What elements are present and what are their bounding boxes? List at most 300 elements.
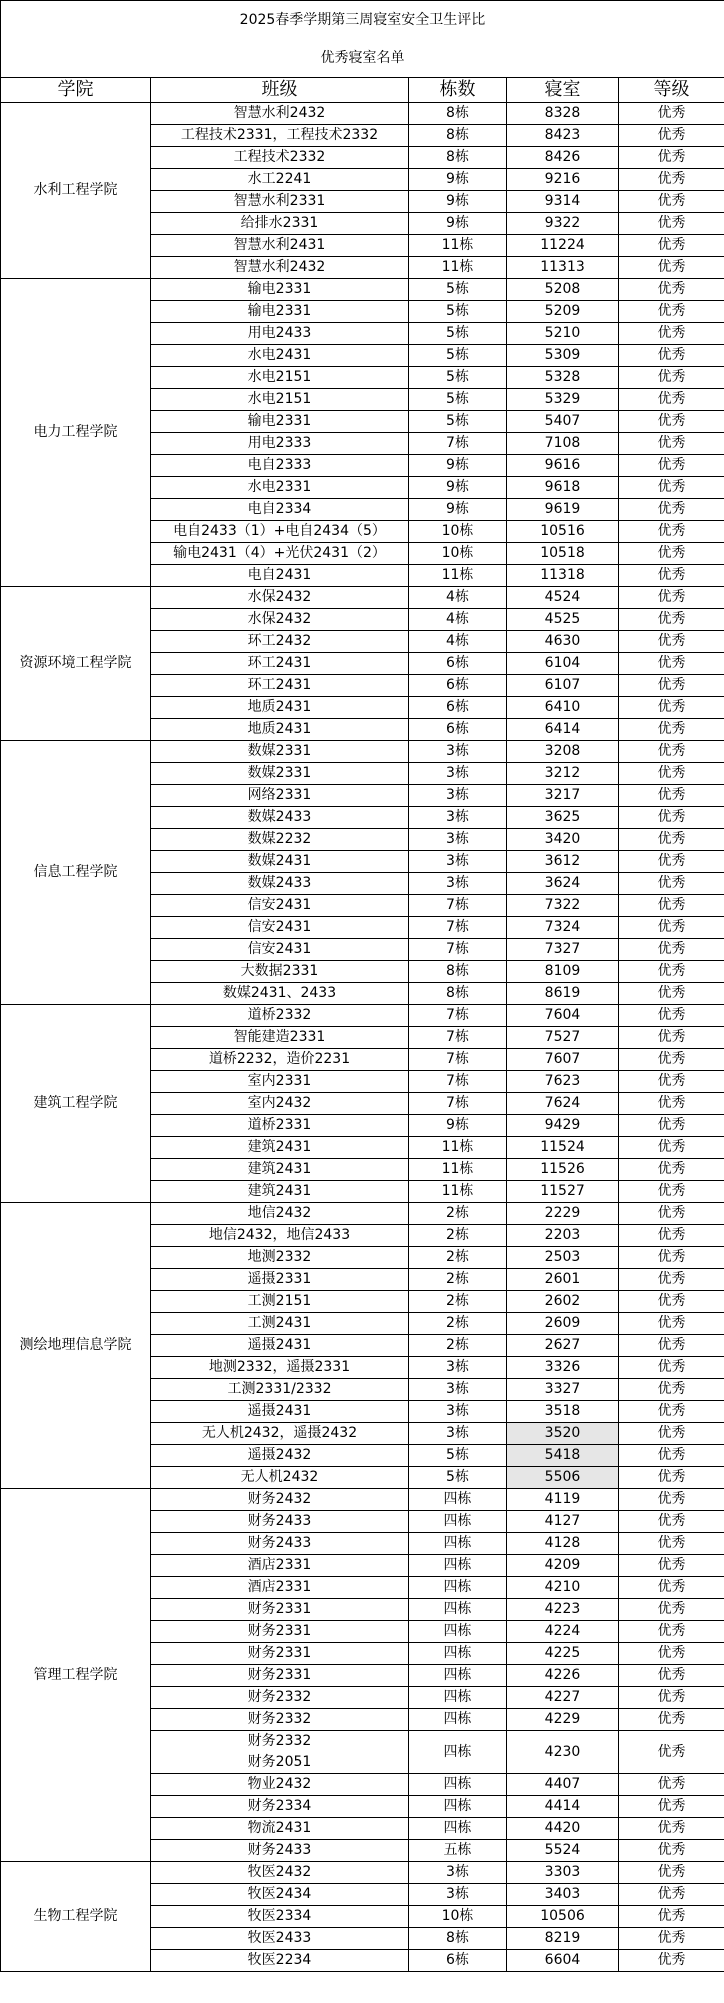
room-cell: 9314: [507, 191, 619, 213]
room-cell: 5329: [507, 389, 619, 411]
class-cell: 环工2431: [151, 653, 409, 675]
building-cell: 11栋: [409, 1137, 507, 1159]
room-cell: 2203: [507, 1225, 619, 1247]
building-cell: 四栋: [409, 1511, 507, 1533]
room-cell: 11224: [507, 235, 619, 257]
building-cell: 2栋: [409, 1225, 507, 1247]
class-cell: 水电2431: [151, 345, 409, 367]
building-cell: 5栋: [409, 301, 507, 323]
class-cell: 智慧水利2331: [151, 191, 409, 213]
class-cell: 数媒2433: [151, 807, 409, 829]
class-cell: 电自2333: [151, 455, 409, 477]
building-cell: 5栋: [409, 323, 507, 345]
grade-cell: 优秀: [619, 1884, 724, 1906]
grade-cell: 优秀: [619, 169, 724, 191]
grade-cell: 优秀: [619, 785, 724, 807]
building-cell: 6栋: [409, 653, 507, 675]
building-cell: 四栋: [409, 1555, 507, 1577]
grade-cell: 优秀: [619, 1027, 724, 1049]
grade-cell: 优秀: [619, 1577, 724, 1599]
class-cell: 电自2334: [151, 499, 409, 521]
header-college: 学院: [1, 78, 151, 103]
building-cell: 9栋: [409, 191, 507, 213]
grade-cell: 优秀: [619, 1247, 724, 1269]
grade-cell: 优秀: [619, 1862, 724, 1884]
grade-cell: 优秀: [619, 1181, 724, 1203]
room-cell: 4223: [507, 1599, 619, 1621]
building-cell: 3栋: [409, 807, 507, 829]
room-cell: 6104: [507, 653, 619, 675]
room-cell: 4226: [507, 1665, 619, 1687]
building-cell: 7栋: [409, 1049, 507, 1071]
grade-cell: 优秀: [619, 521, 724, 543]
class-cell: 牧医2334: [151, 1906, 409, 1928]
grade-cell: 优秀: [619, 1115, 724, 1137]
room-cell: 3327: [507, 1379, 619, 1401]
class-cell: 无人机2432，遥摄2432: [151, 1423, 409, 1445]
class-cell: 数媒2232: [151, 829, 409, 851]
title-line-2: 优秀寝室名单: [320, 50, 405, 66]
class-cell: 物业2432: [151, 1774, 409, 1796]
grade-cell: 优秀: [619, 103, 724, 125]
room-cell: 3403: [507, 1884, 619, 1906]
building-cell: 11栋: [409, 565, 507, 587]
room-cell: 3520: [507, 1423, 619, 1445]
class-cell: 酒店2331: [151, 1555, 409, 1577]
class-cell: 输电2431（4）+光伏2431（2）: [151, 543, 409, 565]
building-cell: 8栋: [409, 961, 507, 983]
room-cell: 3208: [507, 741, 619, 763]
building-cell: 9栋: [409, 169, 507, 191]
class-cell: 财务2331: [151, 1643, 409, 1665]
grade-cell: 优秀: [619, 1049, 724, 1071]
class-cell: 水保2432: [151, 609, 409, 631]
class-cell: 数媒2431: [151, 851, 409, 873]
grade-cell: 优秀: [619, 1071, 724, 1093]
grade-cell: 优秀: [619, 763, 724, 785]
header-building: 栋数: [409, 78, 507, 103]
grade-cell: 优秀: [619, 1621, 724, 1643]
room-cell: 3217: [507, 785, 619, 807]
class-cell: 牧医2433: [151, 1928, 409, 1950]
grade-cell: 优秀: [619, 851, 724, 873]
room-cell: 6414: [507, 719, 619, 741]
room-cell: 2609: [507, 1313, 619, 1335]
header-row: [1, 78, 724, 103]
grade-cell: 优秀: [619, 1159, 724, 1181]
grade-cell: 优秀: [619, 1928, 724, 1950]
room-cell: 6107: [507, 675, 619, 697]
class-cell: 财务2433: [151, 1533, 409, 1555]
class-cell: 地质2431: [151, 697, 409, 719]
building-cell: 四栋: [409, 1599, 507, 1621]
class-cell: 地测2332: [151, 1247, 409, 1269]
class-cell: 财务2432: [151, 1489, 409, 1511]
grade-cell: 优秀: [619, 1840, 724, 1862]
grade-cell: 优秀: [619, 873, 724, 895]
class-cell: 财务2331: [151, 1621, 409, 1643]
class-line: 财务2051: [247, 1754, 312, 1770]
grade-cell: 优秀: [619, 1445, 724, 1467]
class-cell: 大数据2331: [151, 961, 409, 983]
room-cell: 4224: [507, 1621, 619, 1643]
grade-cell: 优秀: [619, 829, 724, 851]
building-cell: 11栋: [409, 1181, 507, 1203]
grade-cell: 优秀: [619, 719, 724, 741]
room-cell: 10506: [507, 1906, 619, 1928]
building-cell: 四栋: [409, 1489, 507, 1511]
grade-cell: 优秀: [619, 1555, 724, 1577]
class-cell: 地测2332，遥摄2331: [151, 1357, 409, 1379]
room-cell: 4127: [507, 1511, 619, 1533]
room-cell: 4225: [507, 1643, 619, 1665]
building-cell: 6栋: [409, 1950, 507, 1972]
header-class: 班级: [151, 78, 409, 103]
room-cell: 5328: [507, 367, 619, 389]
grade-cell: 优秀: [619, 1774, 724, 1796]
college-cell: 建筑工程学院: [1, 1005, 151, 1203]
building-cell: 四栋: [409, 1621, 507, 1643]
building-cell: 3栋: [409, 1401, 507, 1423]
room-cell: 7604: [507, 1005, 619, 1027]
room-cell: 9618: [507, 477, 619, 499]
room-cell: 6410: [507, 697, 619, 719]
class-cell: 输电2331: [151, 411, 409, 433]
room-cell: 4414: [507, 1796, 619, 1818]
room-cell: 5309: [507, 345, 619, 367]
building-cell: 9栋: [409, 213, 507, 235]
building-cell: 6栋: [409, 719, 507, 741]
class-cell: 智能建造2331: [151, 1027, 409, 1049]
room-cell: 7527: [507, 1027, 619, 1049]
room-cell: 11524: [507, 1137, 619, 1159]
grade-cell: 优秀: [619, 1005, 724, 1027]
building-cell: 2栋: [409, 1269, 507, 1291]
class-cell: 室内2331: [151, 1071, 409, 1093]
room-cell: 4210: [507, 1577, 619, 1599]
grade-cell: 优秀: [619, 543, 724, 565]
building-cell: 2栋: [409, 1291, 507, 1313]
grade-cell: 优秀: [619, 1225, 724, 1247]
building-cell: 5栋: [409, 1445, 507, 1467]
class-cell: 财务2331: [151, 1599, 409, 1621]
class-cell: 地信2432，地信2433: [151, 1225, 409, 1247]
building-cell: 8栋: [409, 1928, 507, 1950]
class-cell: 工测2431: [151, 1313, 409, 1335]
room-cell: 6604: [507, 1950, 619, 1972]
class-cell: 室内2432: [151, 1093, 409, 1115]
building-cell: 2栋: [409, 1335, 507, 1357]
room-cell: 11526: [507, 1159, 619, 1181]
grade-cell: 优秀: [619, 1489, 724, 1511]
title-line-1: 2025春季学期第三周寝室安全卫生评比: [239, 12, 486, 28]
room-cell: 7327: [507, 939, 619, 961]
grade-cell: 优秀: [619, 1818, 724, 1840]
room-cell: 10516: [507, 521, 619, 543]
room-cell: 8619: [507, 983, 619, 1005]
grade-cell: 优秀: [619, 697, 724, 719]
building-cell: 3栋: [409, 741, 507, 763]
room-cell: 10518: [507, 543, 619, 565]
grade-cell: 优秀: [619, 939, 724, 961]
grade-cell: 优秀: [619, 323, 724, 345]
building-cell: 7栋: [409, 917, 507, 939]
class-cell: 用电2333: [151, 433, 409, 455]
grade-cell: 优秀: [619, 1665, 724, 1687]
grade-cell: 优秀: [619, 1599, 724, 1621]
grade-cell: 优秀: [619, 213, 724, 235]
class-cell: 水电2151: [151, 389, 409, 411]
grade-cell: 优秀: [619, 1203, 724, 1225]
class-line: 财务2332: [247, 1733, 312, 1749]
grade-cell: 优秀: [619, 235, 724, 257]
class-cell: 财务2331: [151, 1665, 409, 1687]
class-cell: 建筑2431: [151, 1137, 409, 1159]
building-cell: 2栋: [409, 1247, 507, 1269]
grade-cell: 优秀: [619, 1731, 724, 1774]
building-cell: 9栋: [409, 477, 507, 499]
building-cell: 3栋: [409, 1357, 507, 1379]
building-cell: 5栋: [409, 279, 507, 301]
grade-cell: 优秀: [619, 1335, 724, 1357]
grade-cell: 优秀: [619, 1687, 724, 1709]
grade-cell: 优秀: [619, 587, 724, 609]
building-cell: 7栋: [409, 1027, 507, 1049]
room-cell: 7607: [507, 1049, 619, 1071]
building-cell: 6栋: [409, 675, 507, 697]
building-cell: 5栋: [409, 389, 507, 411]
class-cell: 智慧水利2431: [151, 235, 409, 257]
room-cell: 4227: [507, 1687, 619, 1709]
building-cell: 5栋: [409, 1467, 507, 1489]
room-cell: 4229: [507, 1709, 619, 1731]
class-cell: 地质2431: [151, 719, 409, 741]
class-cell: 数媒2433: [151, 873, 409, 895]
college-cell: 资源环境工程学院: [1, 587, 151, 741]
class-cell: 水工2241: [151, 169, 409, 191]
grade-cell: 优秀: [619, 477, 724, 499]
building-cell: 9栋: [409, 455, 507, 477]
building-cell: 6栋: [409, 697, 507, 719]
grade-cell: 优秀: [619, 675, 724, 697]
building-cell: 9栋: [409, 1115, 507, 1137]
class-cell: 道桥2332: [151, 1005, 409, 1027]
building-cell: 10栋: [409, 521, 507, 543]
room-cell: 3326: [507, 1357, 619, 1379]
header-grade: 等级: [619, 78, 724, 103]
grade-cell: 优秀: [619, 983, 724, 1005]
room-cell: 3303: [507, 1862, 619, 1884]
table-row: [1, 279, 724, 301]
college-cell: 水利工程学院: [1, 103, 151, 279]
grade-cell: 优秀: [619, 1533, 724, 1555]
class-cell: 输电2331: [151, 279, 409, 301]
building-cell: 3栋: [409, 829, 507, 851]
class-cell: 酒店2331: [151, 1577, 409, 1599]
grade-cell: 优秀: [619, 367, 724, 389]
table-row: [1, 587, 724, 609]
room-cell: 2601: [507, 1269, 619, 1291]
class-cell: 财务2433: [151, 1511, 409, 1533]
building-cell: 7栋: [409, 1005, 507, 1027]
class-cell: 信安2431: [151, 895, 409, 917]
class-cell: 水保2432: [151, 587, 409, 609]
building-cell: 3栋: [409, 1423, 507, 1445]
college-cell: 电力工程学院: [1, 279, 151, 587]
room-cell: 11527: [507, 1181, 619, 1203]
college-cell: 生物工程学院: [1, 1862, 151, 1972]
building-cell: 四栋: [409, 1643, 507, 1665]
grade-cell: 优秀: [619, 455, 724, 477]
room-cell: 3420: [507, 829, 619, 851]
class-cell: 遥摄2431: [151, 1401, 409, 1423]
grade-cell: 优秀: [619, 961, 724, 983]
table-row: [1, 741, 724, 763]
grade-cell: 优秀: [619, 1511, 724, 1533]
building-cell: 四栋: [409, 1731, 507, 1774]
class-cell: 工测2151: [151, 1291, 409, 1313]
grade-cell: 优秀: [619, 1291, 724, 1313]
room-cell: 3612: [507, 851, 619, 873]
grade-cell: 优秀: [619, 1467, 724, 1489]
grade-cell: 优秀: [619, 191, 724, 213]
room-cell: 2229: [507, 1203, 619, 1225]
room-cell: 4524: [507, 587, 619, 609]
sheet-title: [1, 1, 724, 78]
grade-cell: 优秀: [619, 389, 724, 411]
building-cell: 8栋: [409, 147, 507, 169]
class-cell: 智慧水利2432: [151, 103, 409, 125]
room-cell: 5418: [507, 1445, 619, 1467]
building-cell: 8栋: [409, 983, 507, 1005]
grade-cell: 优秀: [619, 807, 724, 829]
class-cell: 财务2332: [151, 1709, 409, 1731]
building-cell: 四栋: [409, 1665, 507, 1687]
building-cell: 四栋: [409, 1818, 507, 1840]
grade-cell: 优秀: [619, 1796, 724, 1818]
class-cell: 用电2433: [151, 323, 409, 345]
class-cell: 道桥2331: [151, 1115, 409, 1137]
class-cell: 给排水2331: [151, 213, 409, 235]
room-cell: 9616: [507, 455, 619, 477]
grade-cell: 优秀: [619, 1423, 724, 1445]
room-cell: 5208: [507, 279, 619, 301]
class-cell: 遥摄2431: [151, 1335, 409, 1357]
room-cell: 3518: [507, 1401, 619, 1423]
grade-cell: 优秀: [619, 1906, 724, 1928]
room-cell: 4230: [507, 1731, 619, 1774]
room-cell: 5407: [507, 411, 619, 433]
building-cell: 7栋: [409, 433, 507, 455]
class-cell: 网络2331: [151, 785, 409, 807]
building-cell: 11栋: [409, 257, 507, 279]
building-cell: 9栋: [409, 499, 507, 521]
grade-cell: 优秀: [619, 1379, 724, 1401]
building-cell: 5栋: [409, 345, 507, 367]
class-cell: 牧医2432: [151, 1862, 409, 1884]
title-row: [1, 1, 724, 78]
building-cell: 3栋: [409, 873, 507, 895]
class-cell: 数媒2431、2433: [151, 983, 409, 1005]
grade-cell: 优秀: [619, 1137, 724, 1159]
building-cell: 4栋: [409, 609, 507, 631]
building-cell: 7栋: [409, 1071, 507, 1093]
grade-cell: 优秀: [619, 1269, 724, 1291]
building-cell: 3栋: [409, 851, 507, 873]
room-cell: 7108: [507, 433, 619, 455]
grade-cell: 优秀: [619, 499, 724, 521]
class-cell: 财务2334: [151, 1796, 409, 1818]
grade-cell: 优秀: [619, 565, 724, 587]
building-cell: 4栋: [409, 587, 507, 609]
room-cell: 2602: [507, 1291, 619, 1313]
room-cell: 5209: [507, 301, 619, 323]
class-cell: 环工2432: [151, 631, 409, 653]
grade-cell: 优秀: [619, 125, 724, 147]
room-cell: 8423: [507, 125, 619, 147]
class-cell: 水电2151: [151, 367, 409, 389]
room-cell: 5524: [507, 1840, 619, 1862]
room-cell: 7322: [507, 895, 619, 917]
building-cell: 3栋: [409, 785, 507, 807]
class-cell: 环工2431: [151, 675, 409, 697]
room-cell: 8109: [507, 961, 619, 983]
grade-cell: 优秀: [619, 257, 724, 279]
class-cell: 智慧水利2432: [151, 257, 409, 279]
class-cell: 信安2431: [151, 917, 409, 939]
grade-cell: 优秀: [619, 345, 724, 367]
room-cell: 7624: [507, 1093, 619, 1115]
room-cell: 9619: [507, 499, 619, 521]
building-cell: 8栋: [409, 103, 507, 125]
class-cell: 电自2431: [151, 565, 409, 587]
class-cell: 牧医2434: [151, 1884, 409, 1906]
building-cell: 7栋: [409, 1093, 507, 1115]
grade-cell: 优秀: [619, 1709, 724, 1731]
building-cell: 7栋: [409, 939, 507, 961]
room-cell: 4420: [507, 1818, 619, 1840]
class-cell: 工测2331/2332: [151, 1379, 409, 1401]
class-cell: 信安2431: [151, 939, 409, 961]
building-cell: 4栋: [409, 631, 507, 653]
class-cell: 道桥2232，造价2231: [151, 1049, 409, 1071]
building-cell: 四栋: [409, 1774, 507, 1796]
grade-cell: 优秀: [619, 1401, 724, 1423]
room-cell: 3624: [507, 873, 619, 895]
room-cell: 2503: [507, 1247, 619, 1269]
grade-cell: 优秀: [619, 411, 724, 433]
class-cell: 输电2331: [151, 301, 409, 323]
room-cell: 8328: [507, 103, 619, 125]
room-cell: 9216: [507, 169, 619, 191]
grade-cell: 优秀: [619, 653, 724, 675]
building-cell: 10栋: [409, 1906, 507, 1928]
class-cell: 遥摄2432: [151, 1445, 409, 1467]
room-cell: 3625: [507, 807, 619, 829]
table-row: [1, 1862, 724, 1884]
building-cell: 2栋: [409, 1313, 507, 1335]
grade-cell: 优秀: [619, 1093, 724, 1115]
grade-cell: 优秀: [619, 609, 724, 631]
building-cell: 四栋: [409, 1709, 507, 1731]
college-cell: 管理工程学院: [1, 1489, 151, 1862]
building-cell: 11栋: [409, 1159, 507, 1181]
class-cell: 建筑2431: [151, 1159, 409, 1181]
building-cell: 10栋: [409, 543, 507, 565]
building-cell: 四栋: [409, 1533, 507, 1555]
grade-cell: 优秀: [619, 1313, 724, 1335]
college-cell: 测绘地理信息学院: [1, 1203, 151, 1489]
